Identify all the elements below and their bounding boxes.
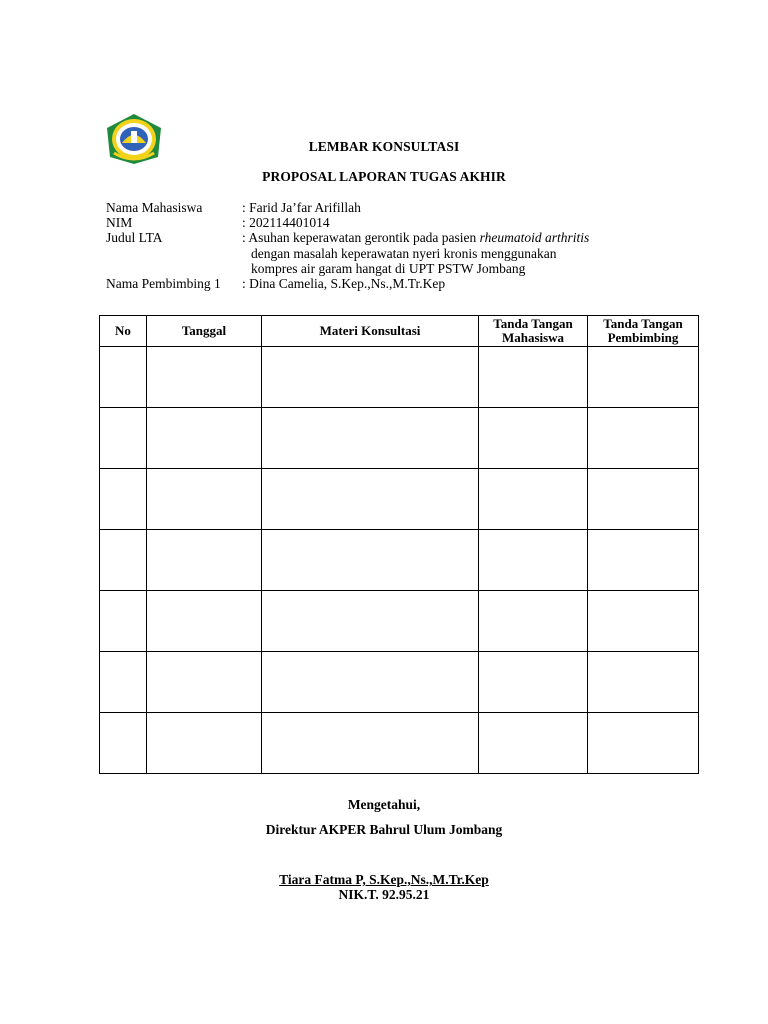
judul-value-text: : Asuhan keperawatan gerontik pada pasien [242,230,480,246]
cell-materi [262,591,479,652]
cell-ttd-mahasiswa [479,408,588,469]
table-row [100,530,699,591]
judul-value-italic: rheumatoid arthritis [479,230,590,246]
consultation-table [99,315,699,774]
cell-no [100,347,147,408]
table-body [100,347,699,774]
cell-materi [262,469,479,530]
cell-tanggal [147,530,262,591]
table-row [100,591,699,652]
cell-no [100,530,147,591]
cell-materi [262,408,479,469]
cell-no [100,591,147,652]
cell-ttd-mahasiswa [479,652,588,713]
table-row [100,713,699,774]
cell-ttd-mahasiswa [479,469,588,530]
header-ttd-mahasiswa: Tanda Tangan Mahasiswa [479,316,588,347]
cell-ttd-pembimbing [588,347,699,408]
director-name: Tiara Fatma P, S.Kep.,Ns.,M.Tr.Kep [279,872,489,887]
header-ttd-pembimbing: Tanda Tangan Pembimbing [588,316,699,347]
cell-ttd-pembimbing [588,408,699,469]
cell-materi [262,652,479,713]
cell-ttd-pembimbing [588,530,699,591]
judul-line-3: kompres air garam hangat di UPT PSTW Jombang [251,260,526,276]
cell-materi [262,530,479,591]
cell-no [100,713,147,774]
nim-label: NIM [106,215,133,231]
pembimbing-value: : Dina Camelia, S.Kep.,Ns.,M.Tr.Kep [242,275,446,291]
cell-no [100,469,147,530]
document-subtitle: PROPOSAL LAPORAN TUGAS AKHIR [262,169,506,184]
cell-materi [262,347,479,408]
cell-tanggal [147,408,262,469]
cell-ttd-mahasiswa [479,713,588,774]
cell-ttd-pembimbing [588,652,699,713]
table-row [100,652,699,713]
cell-tanggal [147,652,262,713]
cell-materi [262,713,479,774]
nim-value: : 202114401014 [242,215,330,231]
cell-tanggal [147,591,262,652]
table-row [100,347,699,408]
header-tanggal: Tanggal [147,316,262,347]
acknowledged-label: Mengetahui, [347,797,421,812]
cell-tanggal [147,469,262,530]
cell-ttd-pembimbing [588,591,699,652]
table-row [100,469,699,530]
director-nik: NIK.T. 92.95.21 [338,887,430,902]
cell-no [100,408,147,469]
judul-value [242,230,589,245]
nama-label: Nama Mahasiswa [106,200,203,215]
cell-tanggal [147,347,262,408]
cell-tanggal [147,713,262,774]
judul-label: Judul LTA [106,230,163,246]
cell-ttd-mahasiswa [479,530,588,591]
document-title: LEMBAR KONSULTASI [308,139,460,154]
judul-line-2: dengan masalah keperawatan nyeri kronis menggunakan [251,245,557,261]
cell-ttd-pembimbing [588,469,699,530]
nama-value: : Farid Ja’far Arifillah [242,200,361,215]
cell-ttd-mahasiswa [479,347,588,408]
table-row [100,408,699,469]
pembimbing-label: Nama Pembimbing 1 [106,275,221,291]
director-title: Direktur AKPER Bahrul Ulum Jombang [265,822,503,837]
table-header-row [100,316,699,347]
cell-ttd-mahasiswa [479,591,588,652]
cell-ttd-pembimbing [588,713,699,774]
header-materi: Materi Konsultasi [262,316,479,347]
cell-no [100,652,147,713]
header-no: No [100,316,147,347]
